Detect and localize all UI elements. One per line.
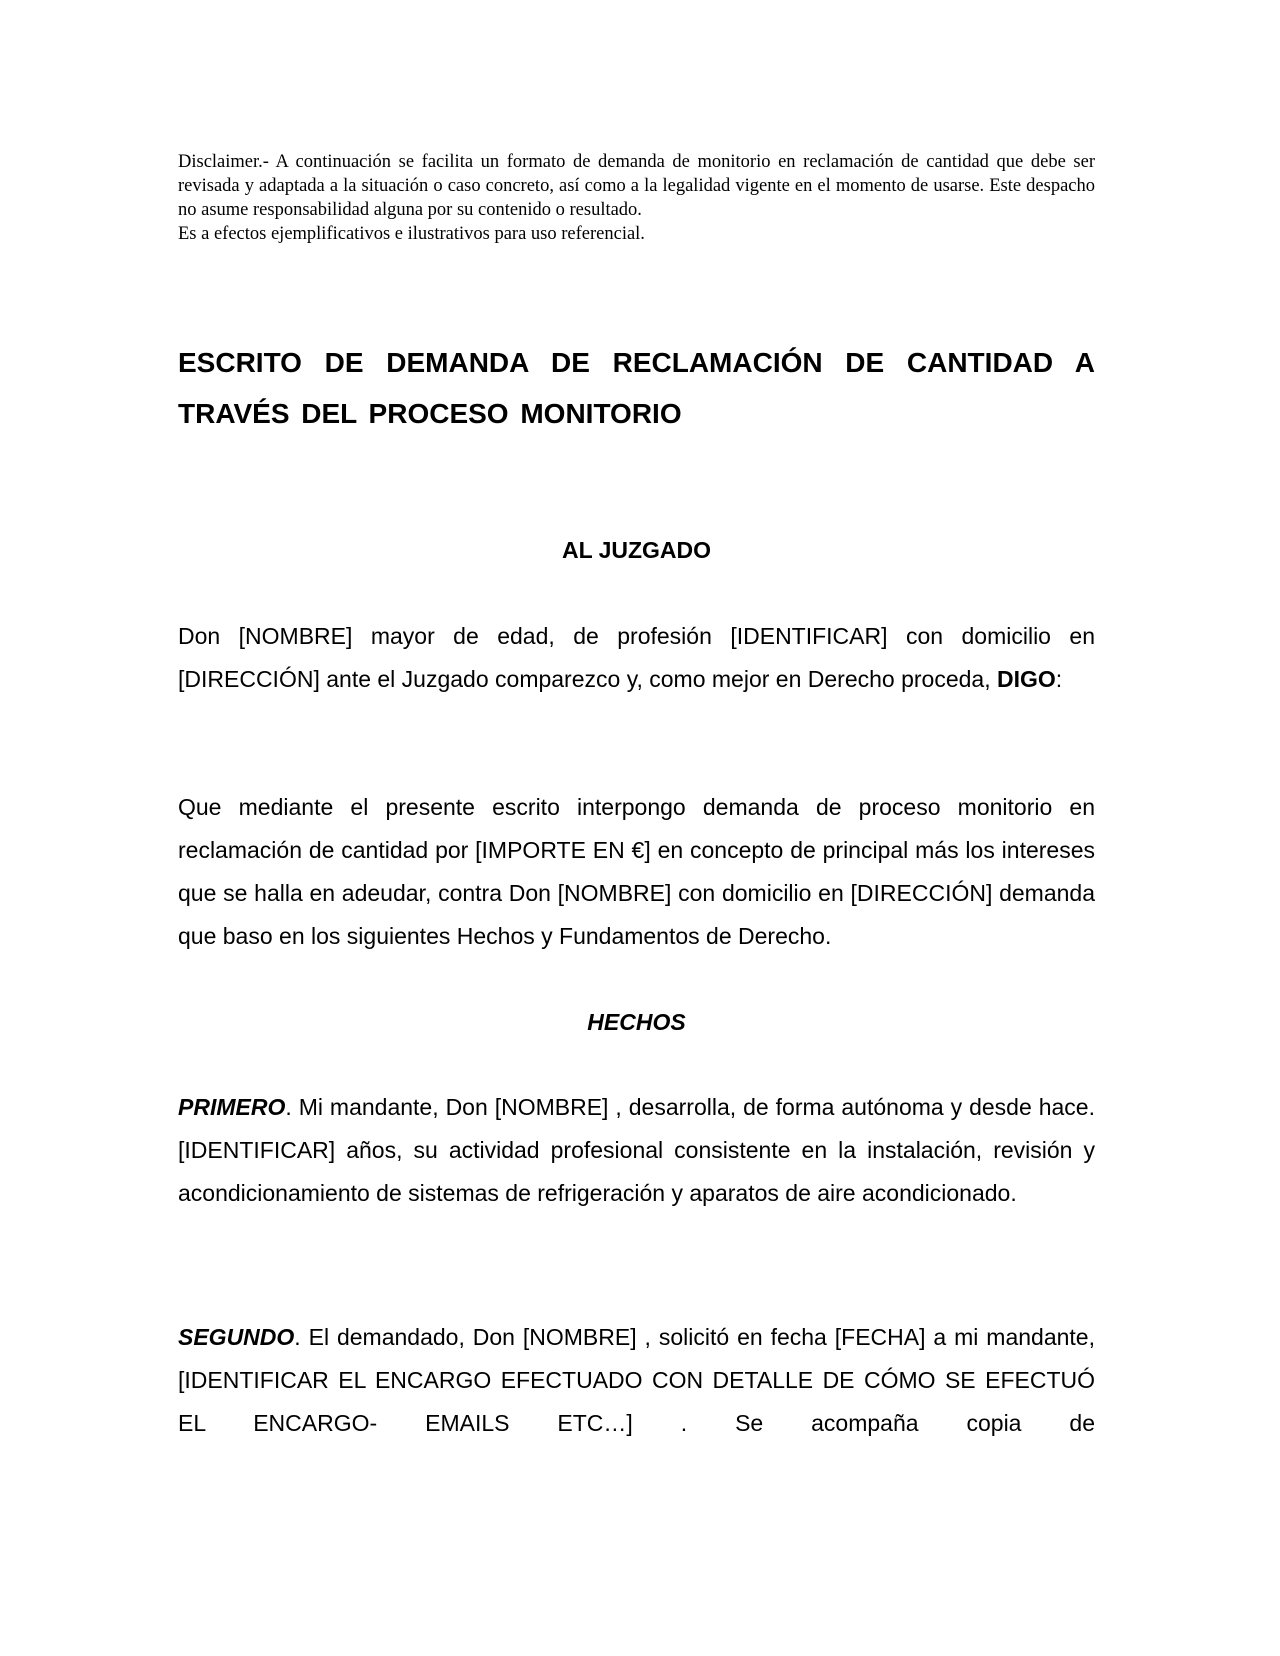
fact-paragraph-primero xyxy=(178,1086,1095,1215)
court-heading: AL JUZGADO xyxy=(561,537,712,563)
intro-paragraph xyxy=(178,615,1095,701)
fact-text: . Mi mandante, Don [NOMBRE] , desarrolla, de forma autónoma y desde hace. [IDENTIFICAR] años, su actividad profesional consistente en la instalación, revisión y acondicionamiento de sistemas de refrigeración y aparatos de aire acondicionado. xyxy=(178,1094,1095,1206)
intro-text: Don [NOMBRE] mayor de edad, de profesión [IDENTIFICAR] con domicilio en [DIRECCIÓN] ante el Juzgado comparezco y, como mejor en Derecho proceda, xyxy=(178,623,1095,692)
fact-text: . El demandado, Don [NOMBRE] , solicitó en fecha [FECHA] a mi mandante, [IDENTIFICAR EL ENCARGO EFECTUADO CON DETALLE DE CÓMO SE EFECTUÓ EL ENCARGO- EMAILS ETC…] . Se acompaña copia de xyxy=(178,1324,1095,1436)
fact-label: PRIMERO xyxy=(178,1094,286,1120)
disclaimer-text: Disclaimer.- A continuación se facilita un formato de demanda de monitorio en reclamación de cantidad que debe ser revisada y adaptada a la situación o caso concreto, así como a la legalidad vigente en el momento de usarse. Este despacho no asume responsabilidad alguna por su contenido o resultado. xyxy=(178,152,1095,220)
fact-label: SEGUNDO xyxy=(178,1324,295,1350)
fact-paragraph-segundo xyxy=(178,1316,1095,1445)
demand-paragraph: Que mediante el presente escrito interpongo demanda de proceso monitorio en reclamación de cantidad por [IMPORTE EN €] en concepto de principal más los intereses que se halla en adeudar, contra Don [NOMBRE] con domicilio en [DIRECCIÓN] demanda que baso en los siguientes Hechos y Fundamentos de Derecho. xyxy=(178,794,1095,949)
intro-keyword: DIGO xyxy=(997,666,1056,692)
document-title: ESCRITO DE DEMANDA DE RECLAMACIÓN DE CANTIDAD A TRAVÉS DEL PROCESO MONITORIO xyxy=(178,347,1095,429)
disclaimer-block xyxy=(178,150,1095,246)
disclaimer-note: Es a efectos ejemplificativos e ilustrativos para uso referencial. xyxy=(178,224,645,244)
facts-heading: HECHOS xyxy=(587,1009,686,1035)
intro-suffix: : xyxy=(1055,666,1063,692)
